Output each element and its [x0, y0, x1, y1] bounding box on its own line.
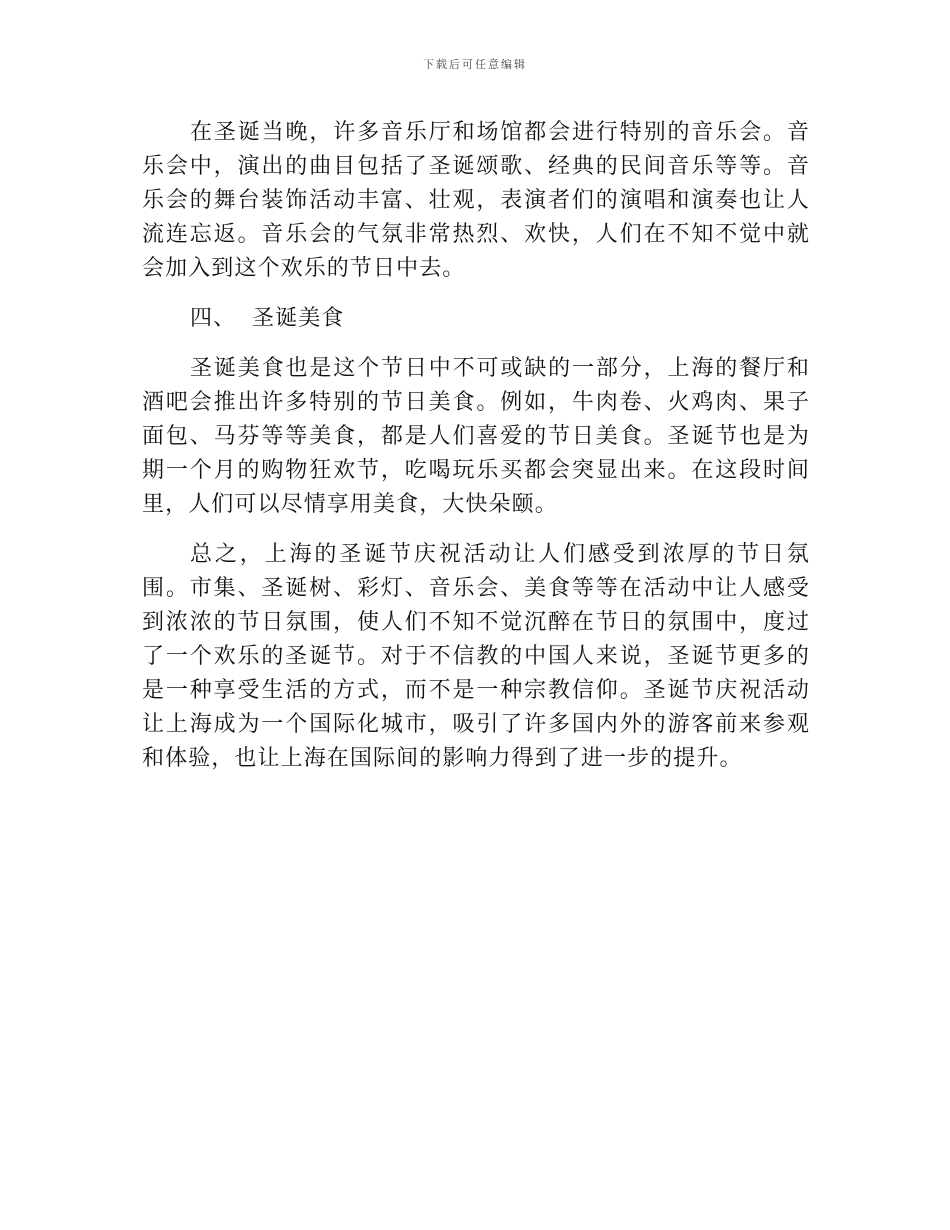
paragraph-food: 圣诞美食也是这个节日中不可或缺的一部分，上海的餐厅和酒吧会推出许多特别的节日美食。例如，牛肉卷、火鸡肉、果子面包、马芬等等美食，都是人们喜爱的节日美食。圣诞节也是为期一个月的购物狂欢节，吃喝玩乐买都会突显出来。在这段时间里，人们可以尽情享用美食，大快朵颐。	[142, 356, 810, 517]
paragraph-summary: 总之，上海的圣诞节庆祝活动让人们感受到浓厚的节日氛围。市集、圣诞树、彩灯、音乐会、美食等等在活动中让人感受到浓浓的节日氛围，使人们不知不觉沉醉在节日的氛围中，度过了一个欢乐的圣诞节。对于不信教的中国人来说，圣诞节更多的是一种享受生活的方式，而不是一种宗教信仰。圣诞节庆祝活动让上海成为一个国际化城市，吸引了许多国内外的游客前来参观和体验，也让上海在国际间的影响力得到了进一步的提升。	[142, 542, 810, 771]
section-title: 圣诞美食	[252, 306, 345, 331]
document-body	[142, 116, 810, 792]
section-number: 四、	[190, 306, 237, 331]
section-heading	[142, 302, 810, 336]
page-header-note: 下载后可任意编辑	[423, 58, 527, 71]
paragraph-concert: 在圣诞当晚，许多音乐厅和场馆都会进行特别的音乐会。音乐会中，演出的曲目包括了圣诞颂歌、经典的民间音乐等等。音乐会的舞台装饰活动丰富、壮观，表演者们的演唱和演奏也让人流连忘返。音乐会的气氛非常热烈、欢快，人们在不知不觉中就会加入到这个欢乐的节日中去。	[142, 120, 810, 281]
